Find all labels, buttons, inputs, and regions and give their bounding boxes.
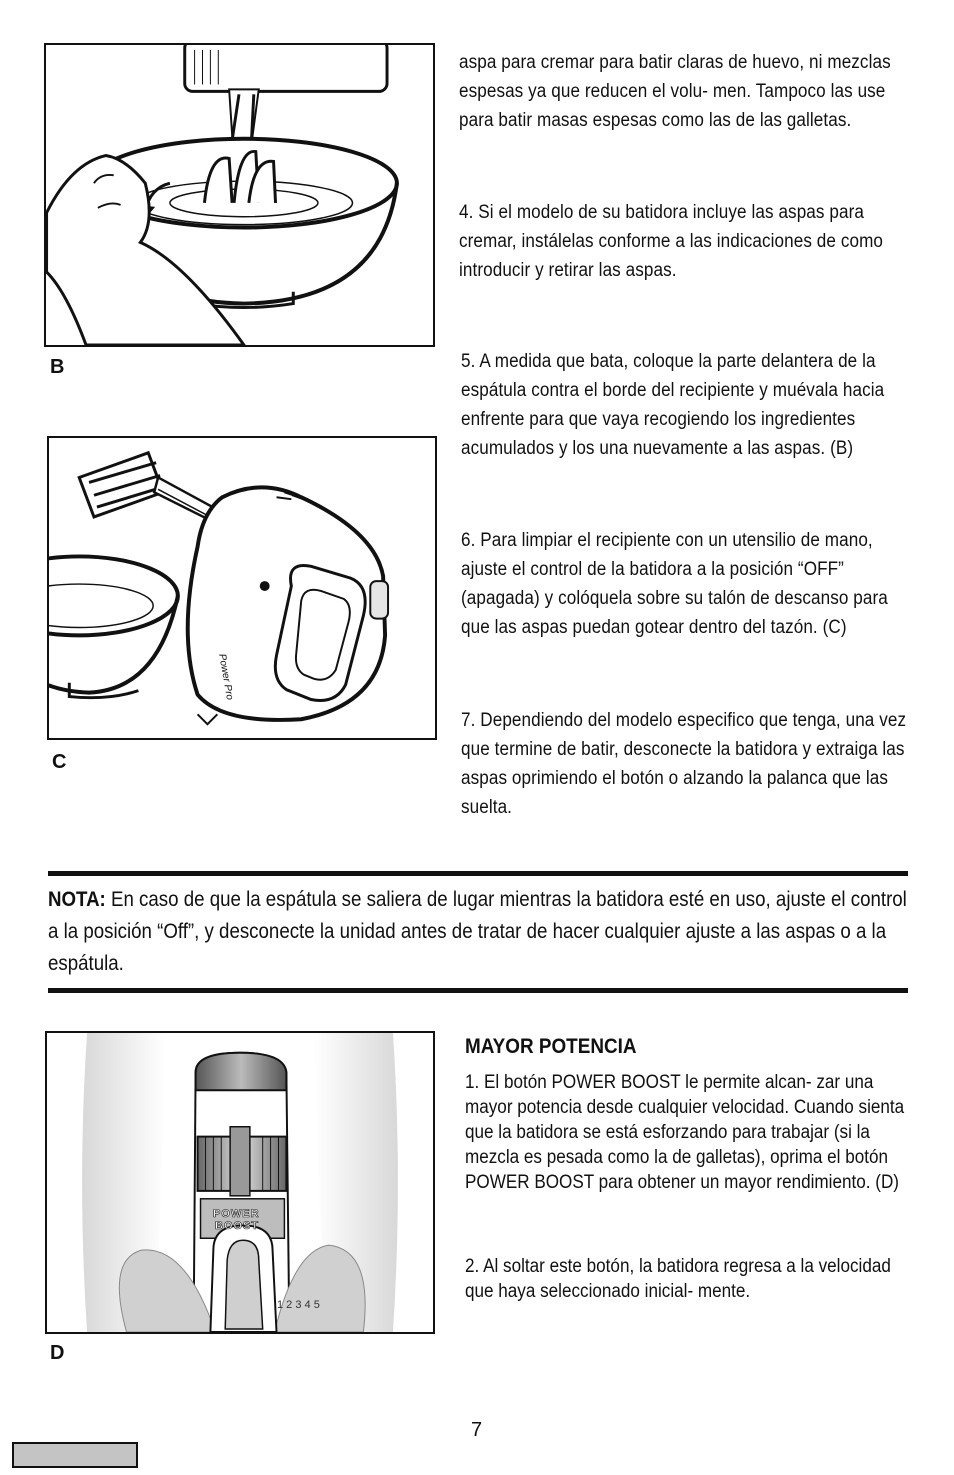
figure-b-illustration <box>46 45 433 345</box>
intro-paragraph: aspa para cremar para batir claras de huevo, ni mezclas espesas ya que reducen el volu- men. Tampoco las use para batir masas espesas como las de las galletas. <box>459 52 891 131</box>
power-step-1-paragraph: 1. El botón POWER BOOST le permite alcan- zar una mayor potencia desde cualquier velocidad. Cuando sienta que la batidora se está esforzando para trabajar (si la mezcla es pesada como la de galletas), oprima el botón POWER BOOST para obtener un mayor rendimiento. (D) <box>465 1072 905 1193</box>
figure-d-power-boost <box>45 1031 435 1334</box>
power-step-2-paragraph: 2. Al soltar este botón, la batidora regresa a la velocidad que haya seleccionado inicial- mente. <box>465 1256 891 1302</box>
figure-c-label: C <box>52 751 67 773</box>
figure-d-label: D <box>50 1342 65 1364</box>
figure-b-label: B <box>50 356 65 378</box>
figure-d-illustration <box>47 1033 433 1332</box>
page-number: 7 <box>471 1419 483 1441</box>
mixer-brand-text: Power Pro <box>216 653 236 701</box>
power-section-title: MAYOR POTENCIA <box>465 1035 637 1058</box>
power-boost-label-line1: POWER <box>213 1208 260 1220</box>
step-7-paragraph: 7. Dependiendo del modelo especifico que tenga, una vez que termine de batir, desconecte la batidora y extraiga las aspas oprimiendo el botón o alzando la palanca que las suelta. <box>461 710 907 818</box>
figure-c-mixer-resting <box>47 436 437 740</box>
note-top-rule <box>48 871 908 876</box>
step-4-paragraph: 4. Si el modelo de su batidora incluye las aspas para cremar, instálelas conforme a las indicaciones de como introducir y retirar las aspas. <box>459 202 884 281</box>
note-label: NOTA: <box>48 888 106 911</box>
note-text: En caso de que la espátula se saliera de lugar mientras la batidora esté en uso, ajuste el control a la posición “Off”, y desconecte la unidad antes de tratar de hacer cualquier ajuste a las aspas o a la espátula. <box>48 888 907 975</box>
step-5-paragraph: 5. A medida que bata, coloque la parte delantera de la espátula contra el borde del recipiente y muévala hacia enfrente para que vaya recogiendo los ingredientes acumulados y los una nuevamente a las aspas. (B) <box>461 351 885 459</box>
note-paragraph <box>48 884 907 980</box>
step-6-paragraph: 6. Para limpiar el recipiente con un utensilio de mano, ajuste el control de la batidora a la posición “OFF” (apagada) y colóquela sobre su talón de descanso para que las aspas puedan gotear dentro del tazón. (C) <box>461 530 888 638</box>
figure-b-mixing-bowl <box>44 43 435 347</box>
speed-scale: 1 2 3 4 5 <box>277 1299 320 1311</box>
footer-bar <box>12 1442 138 1468</box>
note-bottom-rule <box>48 988 908 993</box>
figure-c-illustration <box>49 438 435 738</box>
power-boost-label-line2: BOOST <box>215 1220 260 1232</box>
